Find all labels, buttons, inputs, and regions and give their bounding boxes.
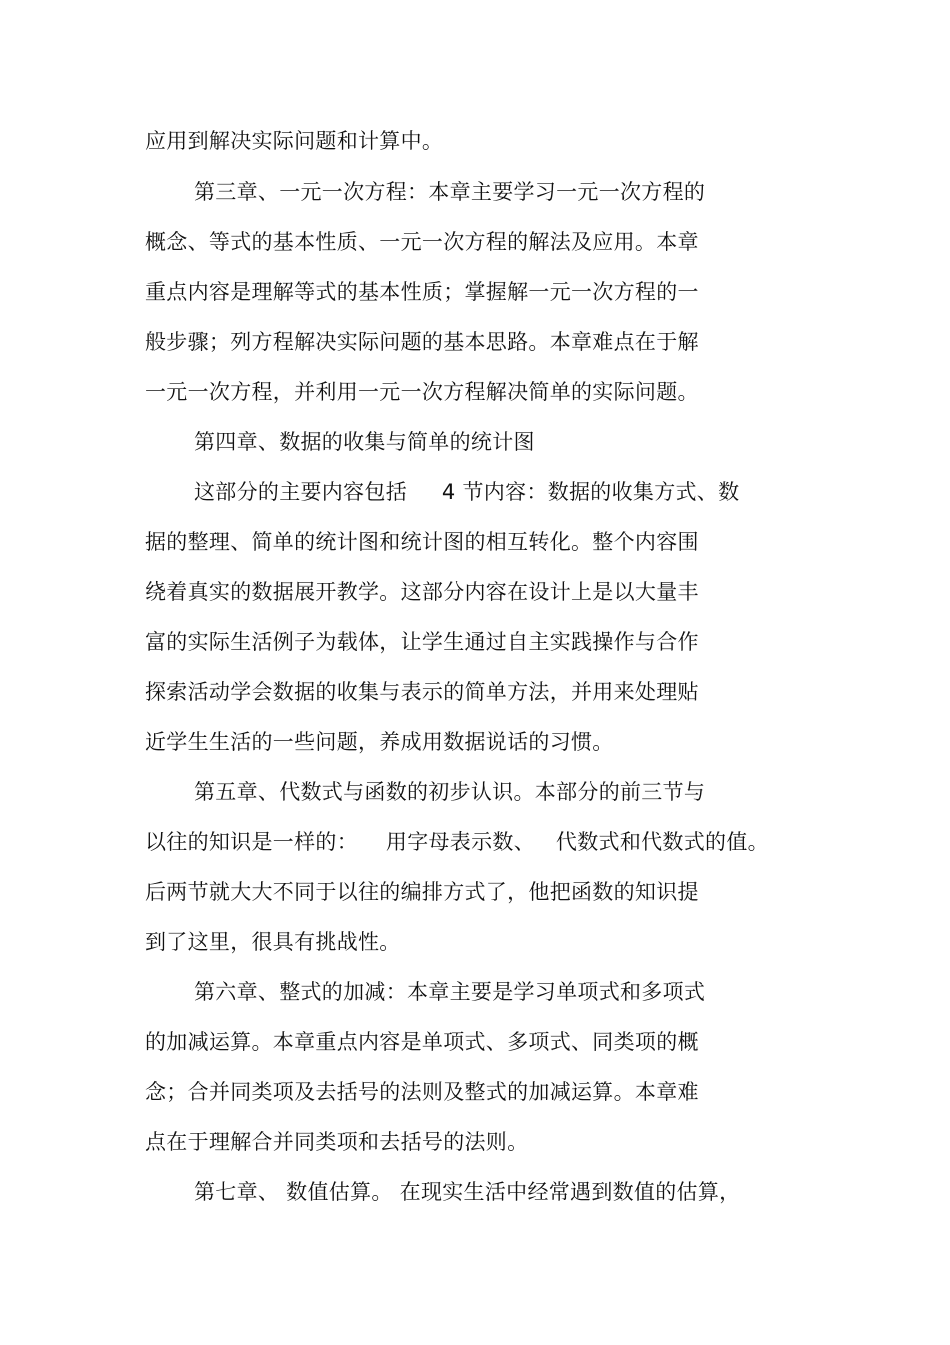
chapter-7-heading-line: 第七章、 数值估算。 在现实生活中经常遇到数值的估算， (194, 1180, 741, 1204)
text-line: 念；合并同类项及去括号的法则及整式的加减运算。本章难 (145, 1080, 699, 1104)
chapter-3-heading-line: 第三章、一元一次方程：本章主要学习一元一次方程的 (194, 180, 706, 204)
text-line: 应用到解决实际问题和计算中。 (145, 129, 444, 153)
text-line: 到了这里，很具有挑战性。 (145, 930, 401, 954)
text-line: 这部分的主要内容包括 4 节内容：数据的收集方式、数 (194, 480, 740, 504)
text-line: 近学生生活的一些问题，养成用数据说话的习惯。 (145, 730, 614, 754)
text-line: 富的实际生活例子为载体，让学生通过自主实践操作与合作 (145, 630, 699, 654)
text-line: 一元一次方程，并利用一元一次方程解决简单的实际问题。 (145, 380, 699, 404)
text-line: 绕着真实的数据展开教学。这部分内容在设计上是以大量丰 (145, 580, 699, 604)
chapter-4-heading-line: 第四章、数据的收集与简单的统计图 (194, 430, 535, 454)
text-line: 点在于理解合并同类项和去括号的法则。 (145, 1130, 529, 1154)
text-line: 据的整理、简单的统计图和统计图的相互转化。整个内容围 (145, 530, 699, 554)
chapter-6-heading-line: 第六章、整式的加减：本章主要是学习单项式和多项式 (194, 980, 706, 1004)
text-line: 概念、等式的基本性质、一元一次方程的解法及应用。本章 (145, 230, 699, 254)
text-line: 般步骤；列方程解决实际问题的基本思路。本章难点在于解 (145, 330, 699, 354)
text-line: 探索活动学会数据的收集与表示的简单方法，并用来处理贴 (145, 680, 699, 704)
text-line: 重点内容是理解等式的基本性质；掌握解一元一次方程的一 (145, 280, 699, 304)
text-line: 的加减运算。本章重点内容是单项式、多项式、同类项的概 (145, 1030, 699, 1054)
chapter-5-heading-line: 第五章、代数式与函数的初步认识。本部分的前三节与 (194, 780, 706, 804)
text-line: 后两节就大大不同于以往的编排方式了，他把函数的知识提 (145, 880, 699, 904)
text-line: 以往的知识是一样的： 用字母表示数、 代数式和代数式的值。 (145, 830, 769, 854)
